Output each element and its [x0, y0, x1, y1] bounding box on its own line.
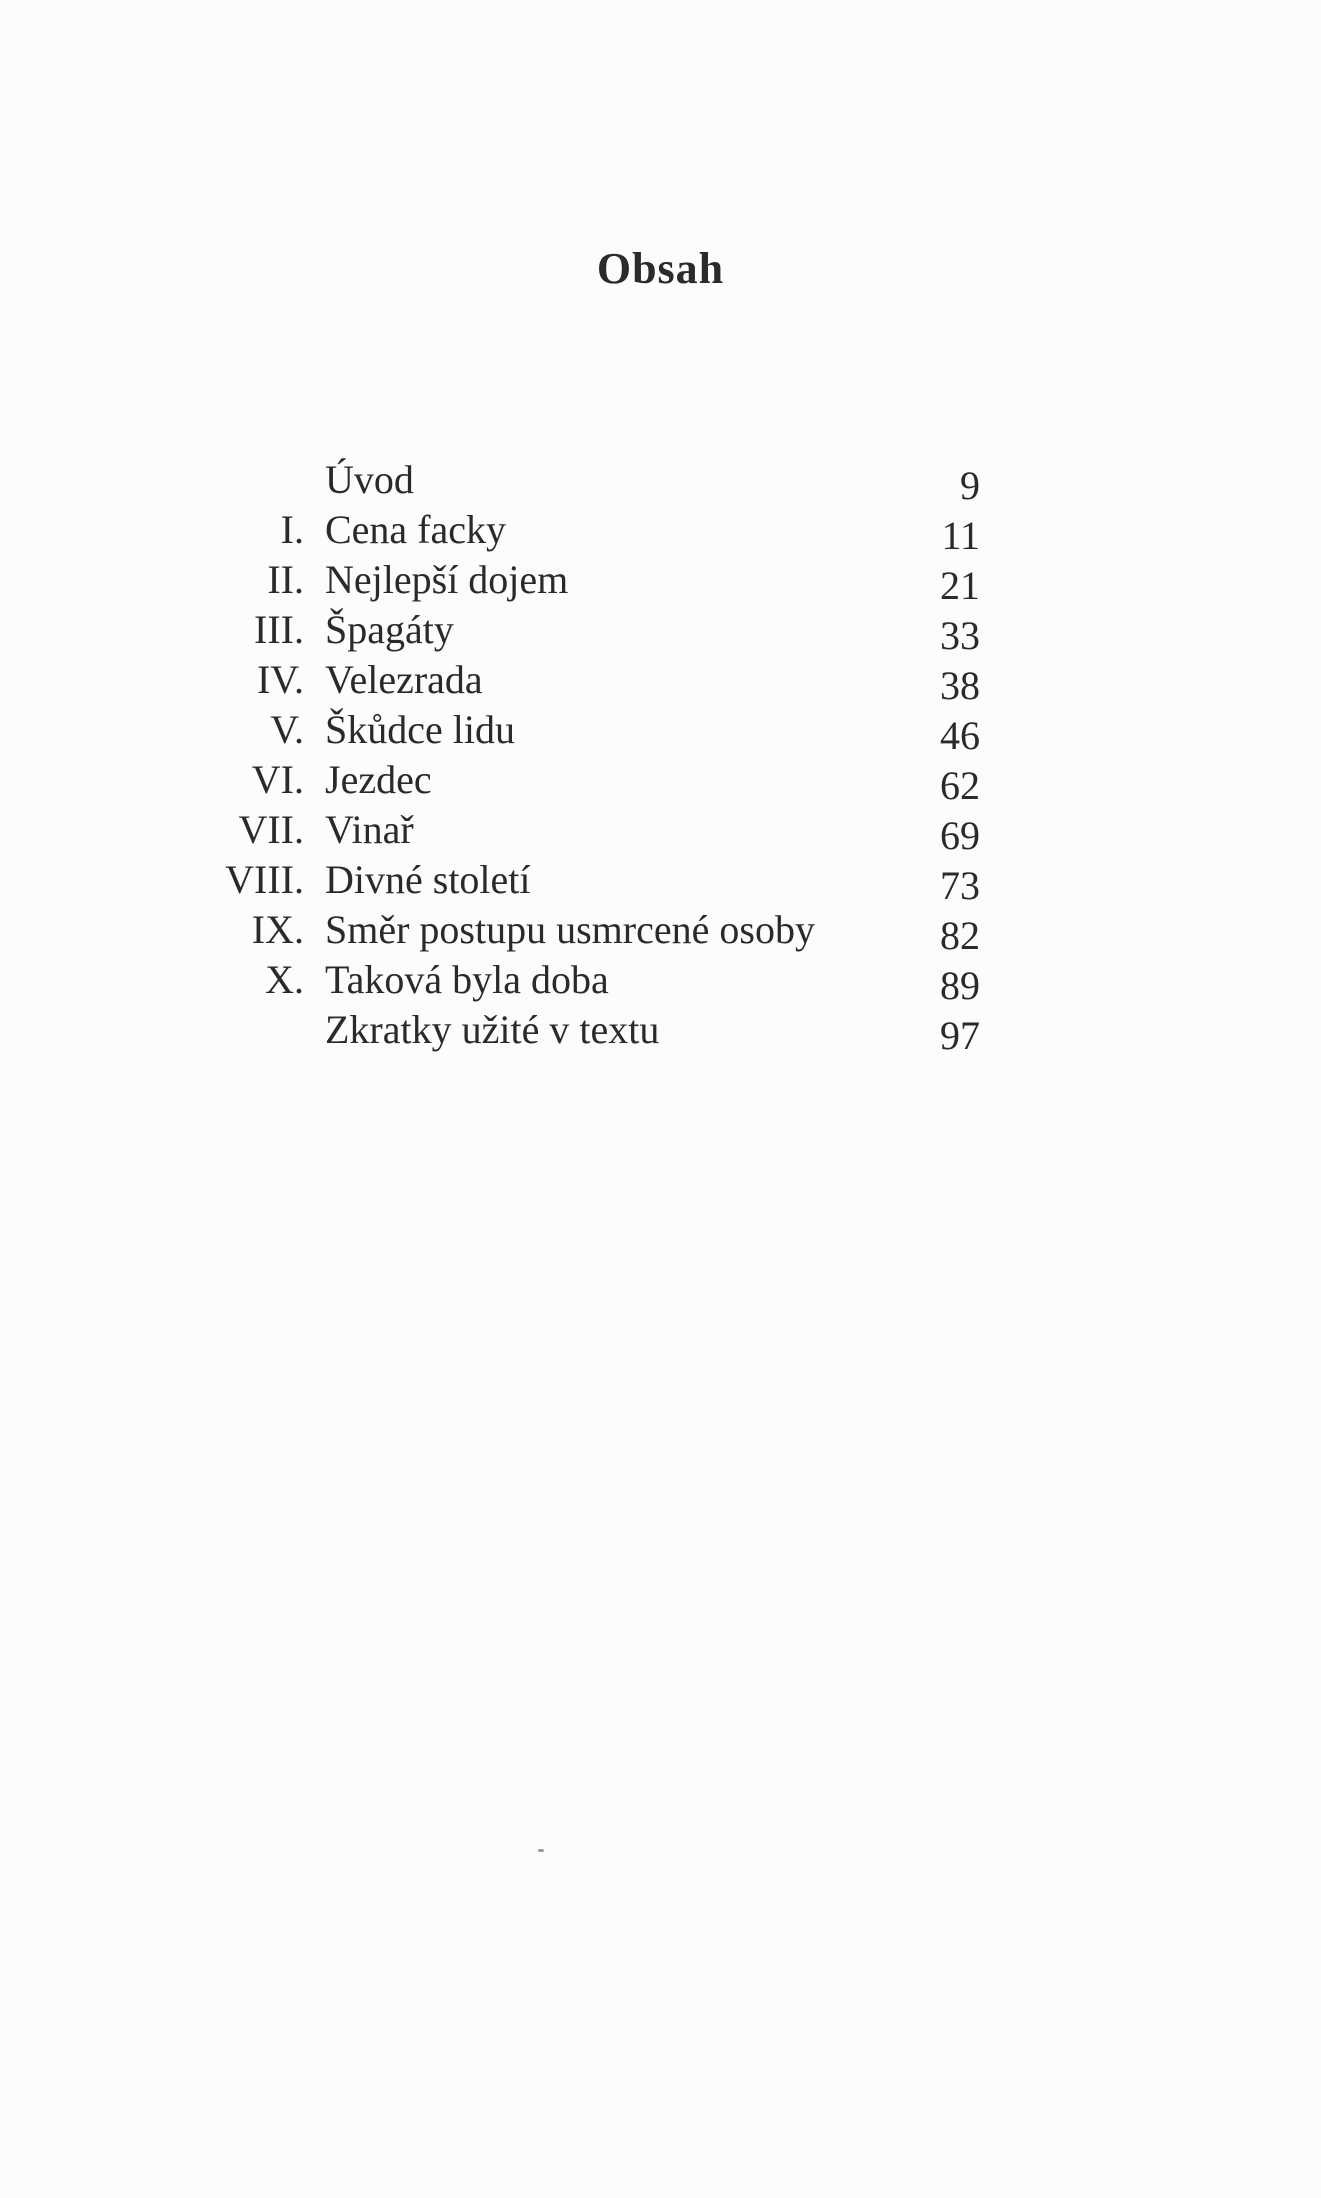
page-title: Obsah [596, 244, 725, 293]
toc-entry-number: VI. [251, 757, 304, 802]
toc-entry [190, 855, 990, 908]
toc-entry-title: Jezdec [325, 757, 432, 802]
toc-entry-number: II. [267, 557, 304, 602]
toc-entry [190, 805, 990, 858]
toc-entry-title: Úvod [325, 457, 414, 502]
toc-entry-title: Špagáty [325, 607, 454, 652]
table-of-contents [190, 455, 990, 1058]
toc-entry-number: III. [254, 607, 304, 652]
toc-entry [190, 1005, 990, 1058]
toc-entry-title: Velezrada [325, 657, 483, 702]
toc-entry-title: Škůdce lidu [325, 707, 515, 752]
toc-entry-title: Zkratky užité v textu [325, 1007, 660, 1052]
toc-entry-page: 73 [940, 863, 980, 908]
toc-entry-number: I. [280, 507, 304, 552]
toc-entry-page: 89 [940, 963, 980, 1008]
toc-entry-number: IV. [256, 657, 304, 702]
toc-entry-title: Nejlepší dojem [325, 557, 569, 602]
toc-entry [190, 955, 990, 1008]
toc-entry [190, 755, 990, 808]
toc-entry-page: 9 [960, 463, 980, 508]
paper-speck [538, 1849, 544, 1852]
toc-entry-title: Cena facky [325, 507, 507, 552]
toc-entry [190, 655, 990, 708]
toc-entry-number: X. [265, 957, 304, 1002]
toc-entry [190, 705, 990, 758]
toc-entry-title: Směr postupu usmrcené osoby [325, 907, 815, 952]
toc-entry [190, 555, 990, 608]
toc-entry-title: Vinař [325, 807, 414, 852]
toc-entry [190, 455, 990, 508]
toc-entry-page: 21 [940, 563, 980, 608]
toc-entry-number: V. [270, 707, 304, 752]
toc-entry-page: 33 [940, 613, 980, 658]
toc-entry-title: Taková byla doba [325, 957, 609, 1002]
toc-entry-page: 82 [940, 913, 980, 958]
toc-entry-number: IX. [251, 907, 304, 952]
toc-entry-page: 46 [940, 713, 980, 758]
toc-entry-number: VII. [238, 807, 304, 852]
toc-entry-number: VIII. [225, 857, 304, 902]
toc-entry [190, 905, 990, 958]
toc-entry [190, 505, 990, 558]
toc-entry-page: 62 [940, 763, 980, 808]
toc-entry-page: 11 [941, 513, 980, 558]
toc-entry [190, 605, 990, 658]
toc-entry-page: 97 [940, 1013, 980, 1058]
toc-entry-page: 38 [940, 663, 980, 708]
toc-entry-title: Divné století [325, 857, 531, 902]
toc-entry-page: 69 [940, 813, 980, 858]
